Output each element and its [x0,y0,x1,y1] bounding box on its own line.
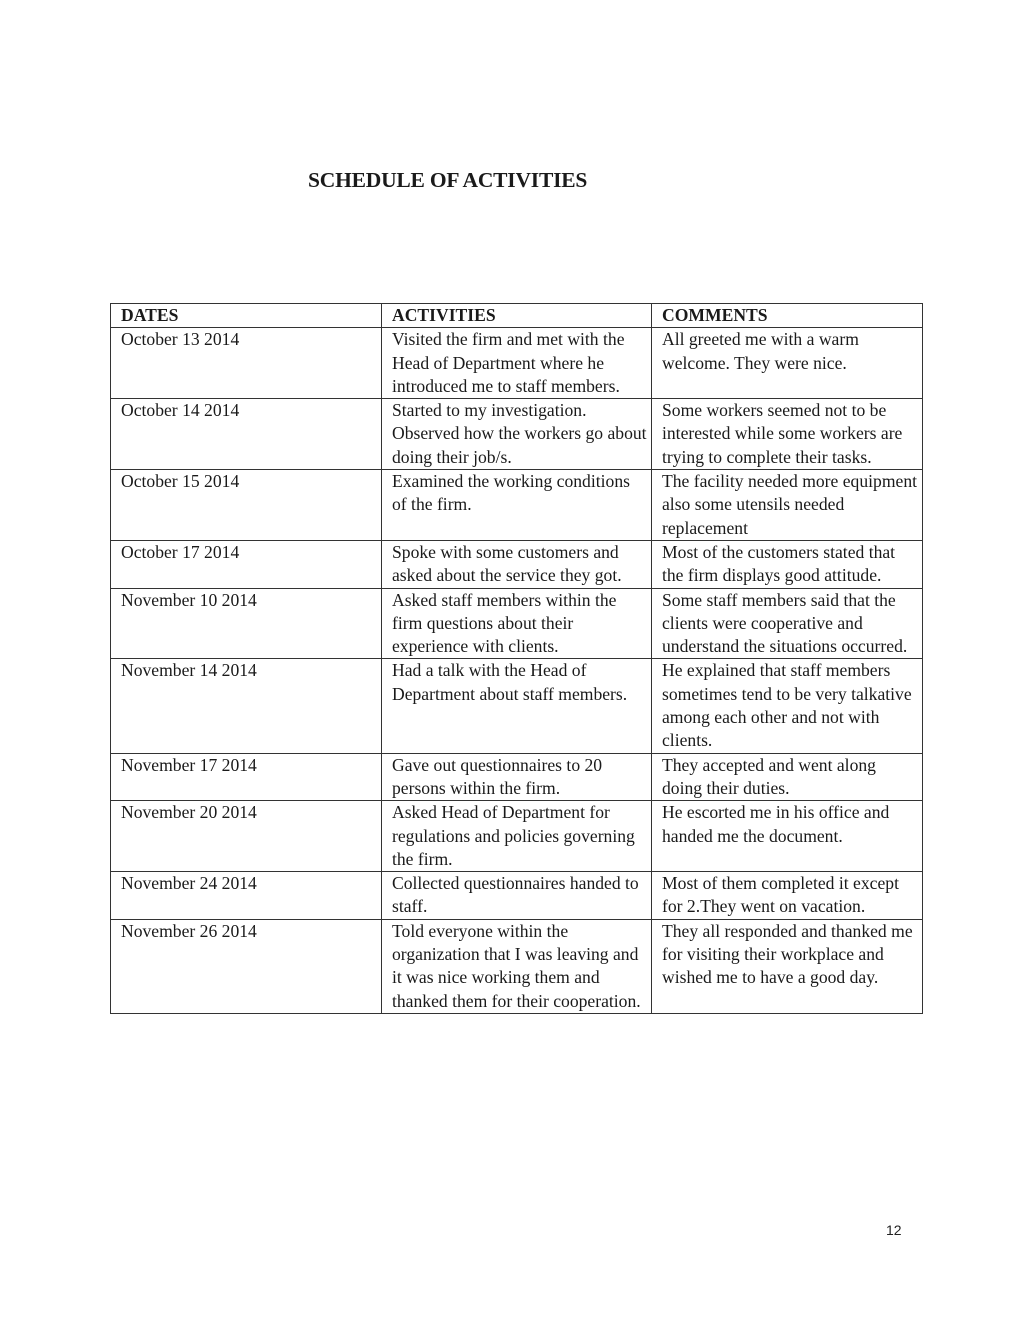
activity-cell: Visited the firm and met with the Head of Department where he introduced me to staff members. [382,328,652,399]
comment-cell: He escorted me in his office and handed me the document. [652,801,923,872]
activity-cell: Asked staff members within the firm questions about their experience with clients. [382,588,652,659]
table-header-row [111,304,923,328]
comment-cell: Some workers seemed not to be interested while some workers are trying to complete their tasks. [652,399,923,470]
table-row [111,540,923,588]
date-cell: October 17 2014 [111,540,382,588]
date-cell: November 20 2014 [111,801,382,872]
comment-cell: All greeted me with a warm welcome. They were nice. [652,328,923,399]
comment-cell: They all responded and thanked me for visiting their workplace and wished me to have a good day. [652,919,923,1013]
activity-cell: Spoke with some customers and asked about the service they got. [382,540,652,588]
date-cell: November 14 2014 [111,659,382,753]
date-cell: October 13 2014 [111,328,382,399]
date-cell: November 26 2014 [111,919,382,1013]
date-cell: November 10 2014 [111,588,382,659]
activity-cell: Collected questionnaires handed to staff. [382,872,652,920]
table-row [111,872,923,920]
header-comments: COMMENTS [652,304,923,328]
page-title: SCHEDULE OF ACTIVITIES [308,168,588,192]
date-cell: November 24 2014 [111,872,382,920]
activity-cell: Started to my investigation. Observed how the workers go about doing their job/s. [382,399,652,470]
table-row [111,328,923,399]
table-row [111,588,923,659]
comment-cell: Most of the customers stated that the firm displays good attitude. [652,540,923,588]
table-row [111,470,923,541]
date-cell: November 17 2014 [111,753,382,801]
activity-cell: Told everyone within the organization that I was leaving and it was nice working them and thanked them for their cooperation. [382,919,652,1013]
table-row [111,659,923,753]
table-row [111,399,923,470]
date-cell: October 15 2014 [111,470,382,541]
table-row [111,801,923,872]
table-row [111,919,923,1013]
activity-cell: Had a talk with the Head of Department about staff members. [382,659,652,753]
header-activities: ACTIVITIES [382,304,652,328]
activity-cell: Examined the working conditions of the firm. [382,470,652,541]
comment-cell: The facility needed more equipment also some utensils needed replacement [652,470,923,541]
header-dates: DATES [111,304,382,328]
date-cell: October 14 2014 [111,399,382,470]
comment-cell: They accepted and went along doing their duties. [652,753,923,801]
activity-cell: Gave out questionnaires to 20 persons within the firm. [382,753,652,801]
table-row [111,753,923,801]
comment-cell: Some staff members said that the clients were cooperative and understand the situations occurred. [652,588,923,659]
activity-cell: Asked Head of Department for regulations and policies governing the firm. [382,801,652,872]
comment-cell: Most of them completed it except for 2.They went on vacation. [652,872,923,920]
schedule-table [110,303,923,1014]
page-number: 12 [886,1222,902,1238]
comment-cell: He explained that staff members sometimes tend to be very talkative among each other and not with clients. [652,659,923,753]
